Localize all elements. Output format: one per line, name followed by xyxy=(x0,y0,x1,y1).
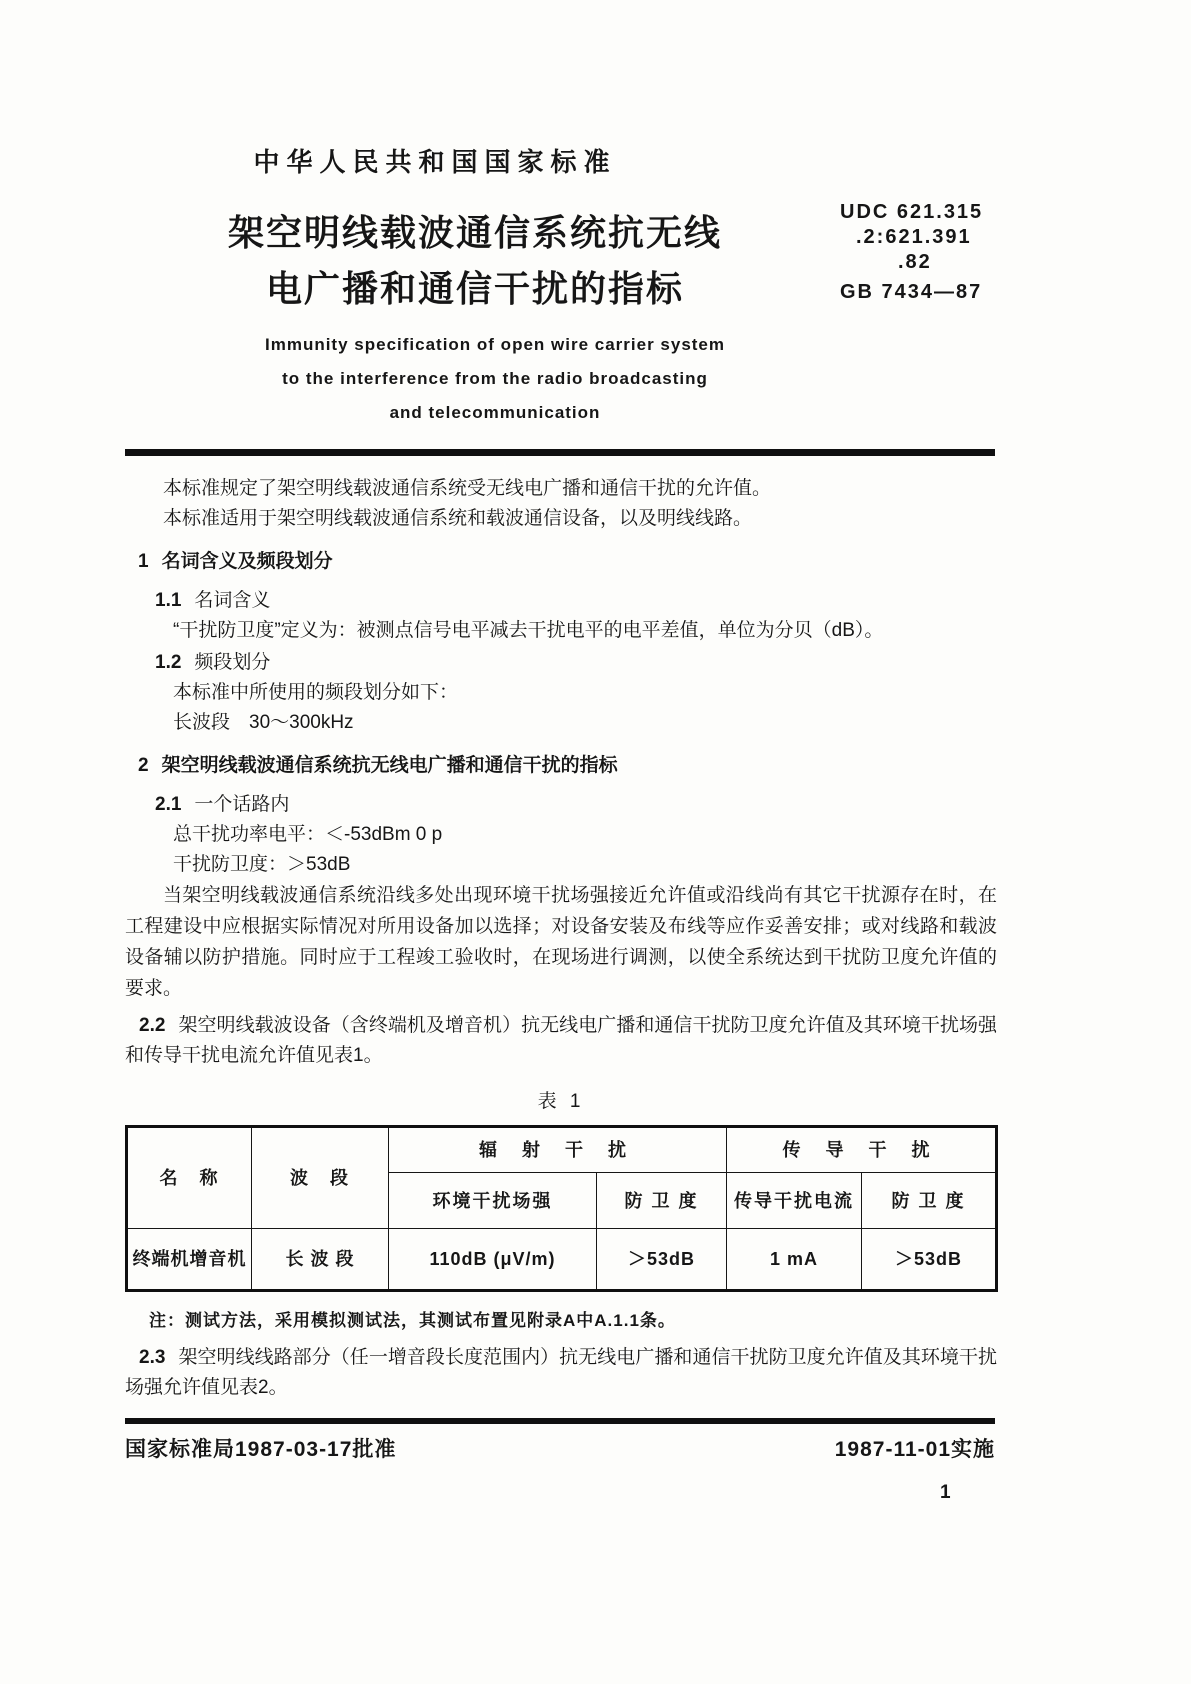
col-header-protection-2: 防 卫 度 xyxy=(862,1173,997,1229)
section-1-1-text: “干扰防卫度”定义为：被测点信号电平减去干扰电平的电平差值，单位为分贝（dB）。 xyxy=(173,620,884,641)
protection-ratio: 干扰防卫度：＞53dB xyxy=(173,854,351,875)
section-1-number: 1 xyxy=(138,551,149,572)
section-2-3-text: 架空明线线路部分（任一增音段长度范围内）抗无线电广播和通信干扰防卫度允许值及其环境干扰场强允许值见表2。 xyxy=(125,1347,997,1398)
section-2-2-paragraph xyxy=(125,1011,997,1071)
national-standard-header: 中华人民共和国国家标准 xyxy=(253,147,617,177)
group-header-conducted: 传 导 干 扰 xyxy=(727,1127,997,1173)
col-header-band: 波 段 xyxy=(252,1127,389,1229)
section-1-1-number: 1.1 xyxy=(155,590,182,611)
section-1-1-heading xyxy=(125,586,997,616)
table-row xyxy=(127,1229,997,1291)
section-2-3-paragraph xyxy=(125,1343,997,1403)
intro-paragraph-2: 本标准适用于架空明线载波通信系统和载波通信设备，以及明线线路。 xyxy=(163,508,753,529)
section-2-3-number: 2.3 xyxy=(139,1347,166,1368)
interference-power-level: 总干扰功率电平：＜-53dBm 0 p xyxy=(173,824,443,845)
section-2-2-text: 架空明线载波设备（含终端机及增音机）抗无线电广播和通信干扰防卫度允许值及其环境干扰场强和传导干扰电流允许值见表1。 xyxy=(125,1015,997,1066)
table-1 xyxy=(125,1125,998,1292)
header-divider-rule xyxy=(125,449,995,456)
udc-line-2: .2:621.391 xyxy=(856,226,972,248)
table-note: 注：测试方法，采用模拟测试法，其测试布置见附录A中A.1.1条。 xyxy=(149,1311,676,1330)
band-definition: 长波段 30～300kHz xyxy=(173,712,354,733)
section-2-title: 架空明线载波通信系统抗无线电广播和通信干扰的指标 xyxy=(161,755,618,776)
section-1-title: 名词含义及频段划分 xyxy=(161,551,333,572)
section-2-1-number: 2.1 xyxy=(155,794,182,815)
section-2-number: 2 xyxy=(138,755,149,776)
table-1-caption: 表 1 xyxy=(537,1091,585,1112)
document-body xyxy=(125,474,997,1403)
cell-current: 1 mA xyxy=(727,1229,862,1291)
intro-paragraph-1: 本标准规定了架空明线载波通信系统受无线电广播和通信干扰的允许值。 xyxy=(163,478,772,499)
standard-number: GB 7434—87 xyxy=(840,281,983,303)
section-2-1-title: 一个话路内 xyxy=(194,794,290,815)
title-line-2: 电广播和通信干扰的指标 xyxy=(265,268,684,309)
english-title-line-3: and telecommunication xyxy=(389,403,601,422)
document-title xyxy=(125,205,825,317)
cell-protection-2: ＞53dB xyxy=(862,1229,997,1291)
col-header-protection-1: 防 卫 度 xyxy=(597,1173,727,1229)
udc-line-1: UDC 621.315 xyxy=(840,201,984,223)
cell-protection-1: ＞53dB xyxy=(597,1229,727,1291)
english-title xyxy=(125,328,865,430)
title-line-1: 架空明线载波通信系统抗无线 xyxy=(227,212,722,253)
group-header-radiated: 辐 射 干 扰 xyxy=(389,1127,727,1173)
section-1-2-text: 本标准中所使用的频段划分如下： xyxy=(173,682,459,703)
cell-band: 长 波 段 xyxy=(252,1229,389,1291)
cell-name: 终端机增音机 xyxy=(127,1229,252,1291)
section-2-1-paragraph: 当架空明线载波通信系统沿线多处出现环境干扰场强接近允许值或沿线尚有其它干扰源存在时，在工程建设中应根据实际情况对所用设备加以选择；对设备安装及布线等应作妥善安排；或对线路和载波设备辅以防护措施。同时应于工程竣工验收时，在现场进行调测，以使全系统达到干扰防卫度允许值的要求。 xyxy=(125,885,997,999)
section-2-2-number: 2.2 xyxy=(139,1015,166,1036)
section-1-2-number: 1.2 xyxy=(155,652,182,673)
col-header-name: 名 称 xyxy=(127,1127,252,1229)
col-header-current: 传导干扰电流 xyxy=(727,1173,862,1229)
udc-line-3: .82 xyxy=(898,251,932,273)
section-1-heading xyxy=(125,547,997,577)
section-1-2-title: 频段划分 xyxy=(194,652,271,673)
english-title-line-1: Immunity specification of open wire carrier system xyxy=(264,335,726,354)
udc-classification xyxy=(840,200,1040,305)
section-2-heading xyxy=(125,751,997,781)
english-title-line-2: to the interference from the radio broadcasting xyxy=(282,369,708,388)
section-1-1-title: 名词含义 xyxy=(194,590,271,611)
approval-info: 国家标准局1987-03-17批准 xyxy=(125,1438,397,1461)
page-number: 1 xyxy=(940,1482,951,1503)
table-row-group-header xyxy=(127,1127,997,1173)
col-header-env-field: 环境干扰场强 xyxy=(389,1173,597,1229)
section-2-1-heading xyxy=(125,790,997,820)
implementation-date: 1987-11-01实施 xyxy=(834,1438,995,1461)
cell-env-field: 110dB (μV/m) xyxy=(389,1229,597,1291)
page-footer xyxy=(125,1418,995,1463)
section-1-2-heading xyxy=(125,648,997,678)
